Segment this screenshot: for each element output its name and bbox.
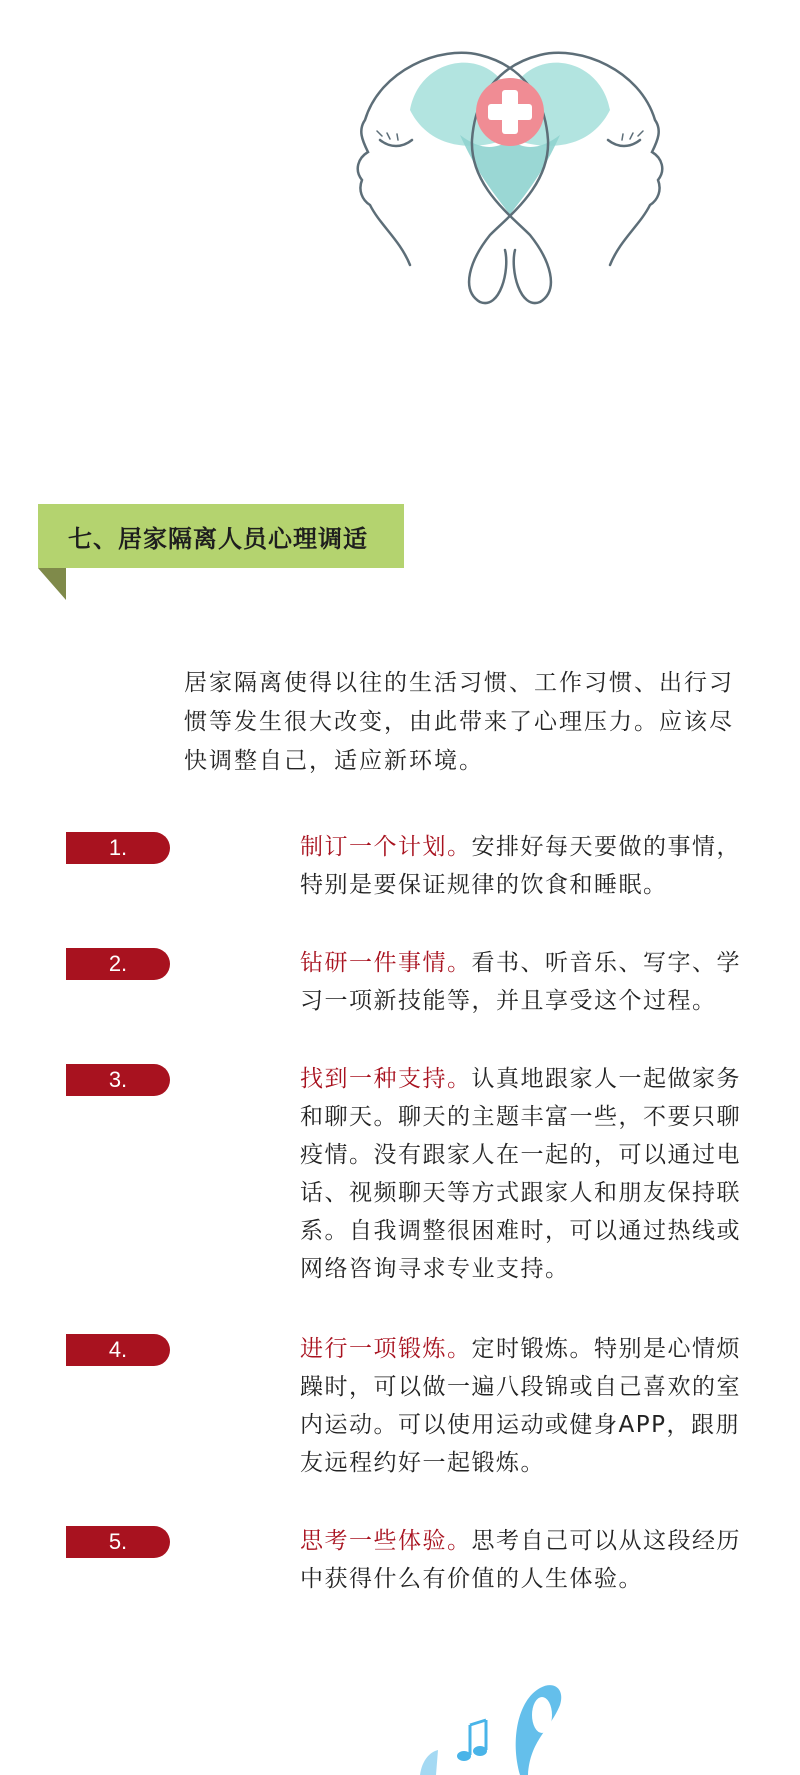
section-title: 七、居家隔离人员心理调适 — [68, 524, 368, 553]
item-text — [300, 944, 756, 1020]
section-banner — [38, 504, 404, 568]
item-body: 看书、听音乐、写字、学习一项新技能等，并且享受这个过程。 — [300, 950, 741, 1014]
item-number-badge: 4. — [66, 1334, 170, 1366]
item-text — [300, 1522, 756, 1598]
banner-fold-decoration — [38, 568, 66, 600]
item-heading: 进行一项锻炼。 — [300, 1336, 472, 1362]
music-notes-icon — [400, 1680, 600, 1775]
intro-paragraph: 居家隔离使得以往的生活习惯、工作习惯、出行习惯等发生很大改变，由此带来了心理压力。应该尽快调整自己，适应新环境。 — [184, 670, 734, 774]
item-heading: 找到一种支持。 — [300, 1066, 472, 1092]
item-body: 认真地跟家人一起做家务和聊天。聊天的主题丰富一些，不要只聊疫情。没有跟家人在一起的，可以通过电话、视频聊天等方式跟家人和朋友保持联系。自我调整很困难时，可以通过热线或网络咨询寻求专业支持。 — [300, 1066, 741, 1282]
item-text — [300, 1060, 756, 1288]
item-text — [300, 828, 756, 904]
item-heading: 思考一些体验。 — [300, 1528, 472, 1554]
item-number-badge: 5. — [66, 1526, 170, 1558]
item-heading: 制订一个计划。 — [300, 834, 472, 860]
two-heads-medical-cross-icon — [340, 40, 680, 310]
item-number-badge: 2. — [66, 948, 170, 980]
item-body: 定时锻炼。特别是心情烦躁时，可以做一遍八段锦或自己喜欢的室内运动。可以使用运动或健身APP，跟朋友远程约好一起锻炼。 — [300, 1336, 741, 1476]
item-heading: 钻研一件事情。 — [300, 950, 472, 976]
item-number-badge: 3. — [66, 1064, 170, 1096]
item-text — [300, 1330, 756, 1482]
item-body: 思考自己可以从这段经历中获得什么有价值的人生体验。 — [300, 1528, 741, 1592]
item-number-badge: 1. — [66, 832, 170, 864]
item-body: 安排好每天要做的事情，特别是要保证规律的饮食和睡眠。 — [300, 834, 741, 898]
